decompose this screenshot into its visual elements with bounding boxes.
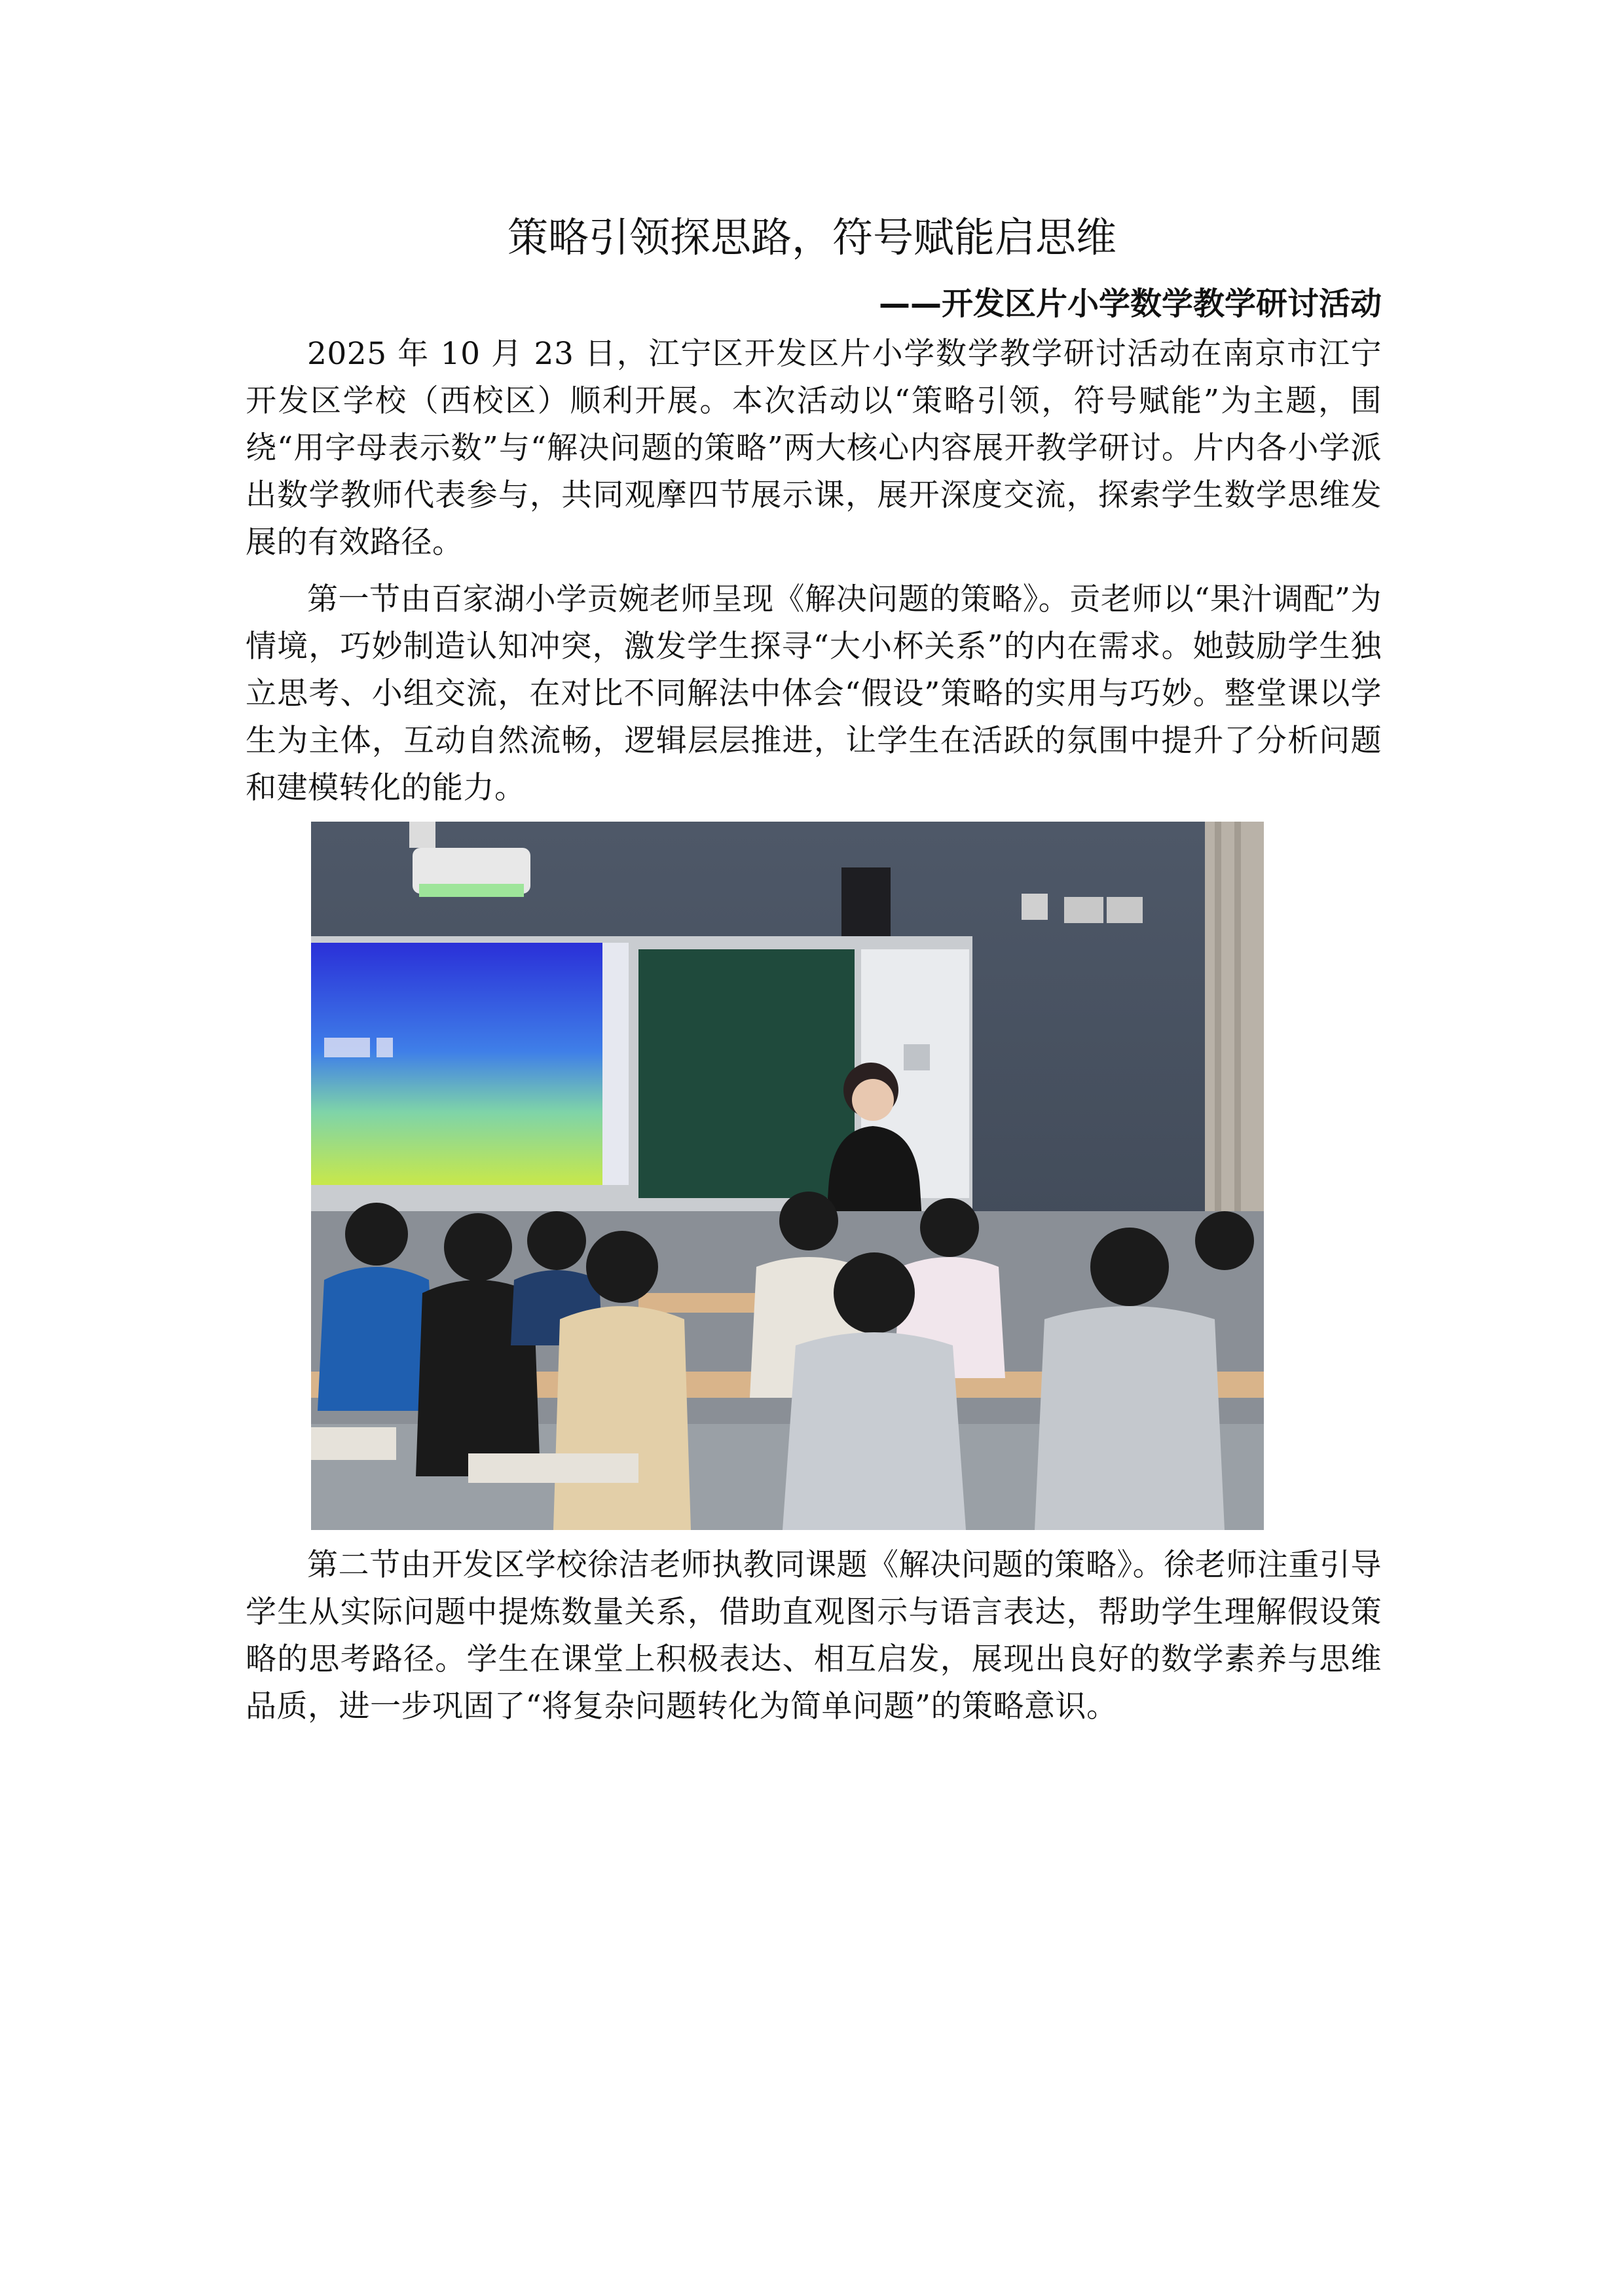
body-paragraph: 第二节由开发区学校徐洁老师执教同课题《解决问题的策略》。徐老师注重引导学生从实际问题中提炼数量关系，借助直观图示与语言表达，帮助学生理解假设策略的思考路径。学生在课堂上积极表达、相互启发，展现出良好的数学素养与思维品质，进一步巩固了“将复杂问题转化为简单问题”的策略意识。 [246, 1547, 1382, 1724]
page-subtitle: ——开发区片小学数学教学研讨活动 [878, 285, 1382, 322]
body-paragraph: 第一节由百家湖小学贡婉老师呈现《解决问题的策略》。贡老师以“果汁调配”为情境，巧妙制造认知冲突，激发学生探寻“大小杯关系”的内在需求。她鼓励学生独立思考、小组交流，在对比不同解法中体会“假设”策略的实用与巧妙。整堂课以学生为主体，互动自然流畅，逻辑层层推进，让学生在活跃的氛围中提升了分析问题和建模转化的能力。 [246, 581, 1382, 806]
page-title: 策略引领探思路，符号赋能启思维 [507, 213, 1116, 261]
body-paragraph: 2025 年 10 月 23 日，江宁区开发区片小学数学教学研讨活动在南京市江宁开发区学校（西校区）顺利开展。本次活动以“策略引领，符号赋能”为主题，围绕“用字母表示数”与“解决问题的策略”两大核心内容展开教学研讨。片内各小学派出数学教师代表参与，共同观摩四节展示课，展开深度交流，探索学生数学思维发展的有效路径。 [246, 336, 1382, 560]
classroom-photo [311, 822, 1264, 1530]
